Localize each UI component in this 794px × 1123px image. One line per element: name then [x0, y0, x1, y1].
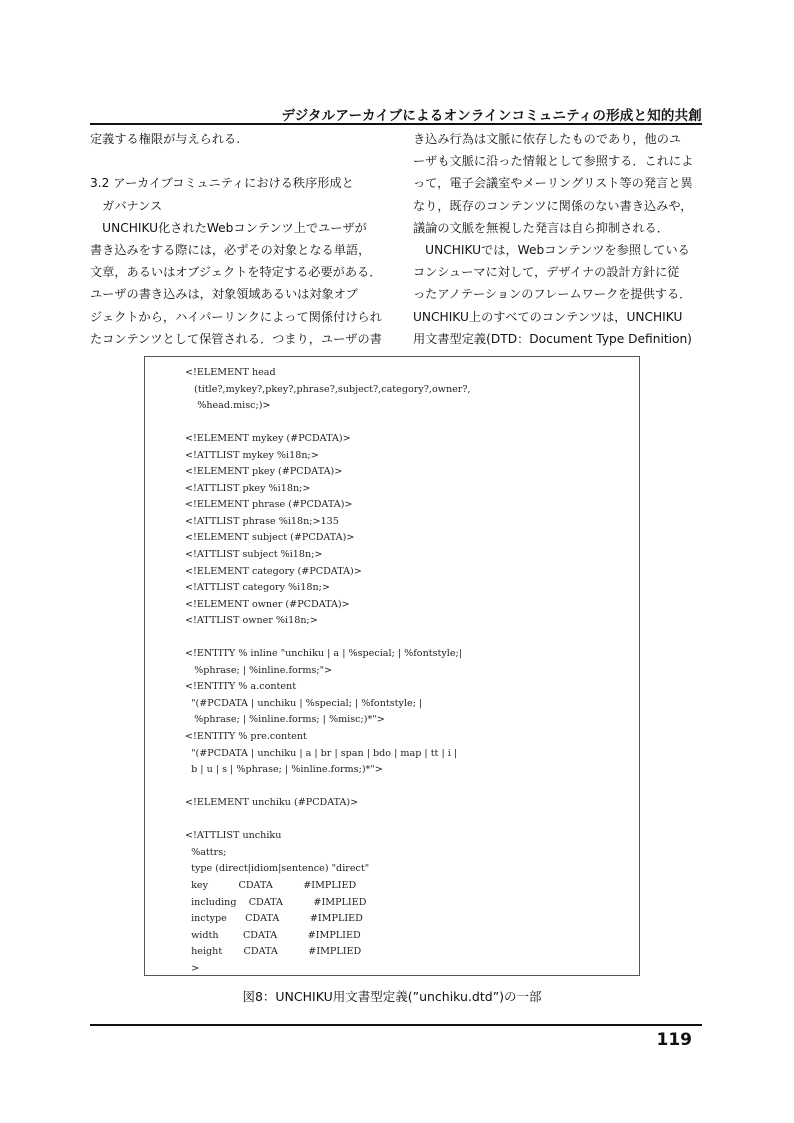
code-line: <!ELEMENT phrase (#PCDATA)> [185, 499, 353, 511]
code-line: <!ELEMENT mykey (#PCDATA)> [185, 433, 351, 445]
left-line: 文章，あるいはオブジェクトを特定する必要がある． [90, 265, 382, 280]
section-heading: 3.2 アーカイブコミュニティにおける秩序形成と [90, 176, 354, 191]
code-line: <!ATTLIST category %i18n;> [185, 582, 330, 594]
code-line: inctype CDATA #IMPLIED [185, 913, 363, 925]
right-line: UNCHIKU上のすべてのコンテンツは，UNCHIKU [413, 309, 683, 324]
left-line: ジェクトから，ハイパーリンクによって関係付けられ [90, 309, 382, 324]
page-number: 119 [656, 1030, 692, 1050]
code-line: <!ENTITY % inline "unchiku | a | %special; | %fontstyle;| [185, 648, 463, 660]
right-line: コンシューマに対して，デザイナの設計方針に従 [413, 265, 680, 280]
right-line: 議論の文脈を無視した発言は自ら抑制される． [413, 220, 669, 235]
code-line: <!ELEMENT pkey (#PCDATA)> [185, 466, 343, 478]
code-line [185, 812, 635, 829]
code-line [185, 779, 635, 796]
left-line: 定義する権限が与えられる. [90, 132, 241, 146]
right-line: 用文書型定義(DTD：Document Type Definition) [413, 331, 692, 346]
code-line: <!ENTITY % a.content [185, 681, 297, 693]
code-line: (title?,mykey?,pkey?,phrase?,subject?,category?,owner?, [185, 383, 471, 395]
footer-rule [90, 1024, 702, 1026]
left-line: 書き込みをする際には，必ずその対象となる単語， [90, 242, 371, 257]
code-line: <!ELEMENT category (#PCDATA)> [185, 565, 362, 577]
header-rule [90, 123, 702, 125]
right-line: なり，既存のコンテンツに関係のない書き込みや， [413, 198, 693, 213]
code-line: "(#PCDATA | unchiku | a | br | span | bdo | map | tt | i | [185, 747, 458, 759]
code-line: <!ELEMENT head [185, 367, 276, 378]
code-line: b | u | s | %phrase; | %inline.forms;)*"> [185, 764, 383, 776]
code-line: <!ELEMENT owner (#PCDATA)> [185, 598, 350, 610]
left-text-column [90, 128, 386, 350]
code-line: <!ATTLIST subject %i18n;> [185, 549, 323, 561]
code-line: "(#PCDATA | unchiku | %special; | %fontstyle; | [185, 697, 423, 709]
right-line: って，電子会議室やメーリングリスト等の発言と異 [413, 176, 693, 191]
code-line: height CDATA #IMPLIED [185, 946, 362, 958]
code-line: <!ENTITY % pre.content [185, 731, 307, 743]
right-line: き込み行為は文脈に依存したものであり，他のユ [413, 132, 682, 146]
left-line: たコンテンツとして保管される．つまり，ユーザの書 [90, 331, 382, 346]
right-line: ーザも文脈に沿った情報として参照する．これによ [413, 154, 694, 169]
code-line: <!ATTLIST unchiku [185, 830, 282, 842]
right-line: UNCHIKUでは，Webコンテンツを参照している [413, 242, 690, 257]
code-line: > [185, 962, 200, 974]
code-line: including CDATA #IMPLIED [185, 896, 367, 908]
right-text-column [413, 128, 709, 350]
code-line: type (direct|idiom|sentence) "direct" [185, 863, 370, 875]
code-line: width CDATA #IMPLIED [185, 929, 361, 941]
left-line: UNCHIKU化されたWebコンテンツ上でユーザが [90, 220, 367, 235]
dtd-figure [144, 356, 640, 976]
code-line: %phrase; | %inline.forms;"> [185, 664, 333, 676]
code-line: key CDATA #IMPLIED [185, 879, 357, 891]
left-line: ユーザの書き込みは，対象領域あるいは対象オブ [90, 287, 358, 302]
code-line: <!ATTLIST pkey %i18n;> [185, 482, 311, 494]
code-line: <!ATTLIST owner %i18n;> [185, 615, 318, 627]
right-line: ったアノテーションのフレームワークを提供する． [413, 287, 692, 302]
code-line: <!ELEMENT unchiku (#PCDATA)> [185, 797, 359, 809]
code-line: <!ATTLIST mykey %i18n;> [185, 449, 319, 461]
figure-caption: 図8：UNCHIKU用文書型定義(”unchiku.dtd”)の一部 [242, 989, 542, 1004]
code-line: <!ATTLIST phrase %i18n;>135 [185, 515, 339, 527]
section-heading-cont: ガバナンス [90, 198, 163, 213]
code-line: <!ELEMENT subject (#PCDATA)> [185, 532, 355, 544]
code-line: %head.misc;)> [185, 400, 271, 412]
dtd-code-listing [185, 365, 635, 977]
code-line: %attrs; [185, 846, 227, 858]
left-line [90, 150, 386, 172]
code-line [185, 415, 635, 432]
code-line: %phrase; | %inline.forms; | %misc;)*"> [185, 714, 385, 726]
running-header: デジタルアーカイブによるオンラインコミュニティの形成と知的共創 [281, 108, 702, 124]
code-line [185, 630, 635, 647]
